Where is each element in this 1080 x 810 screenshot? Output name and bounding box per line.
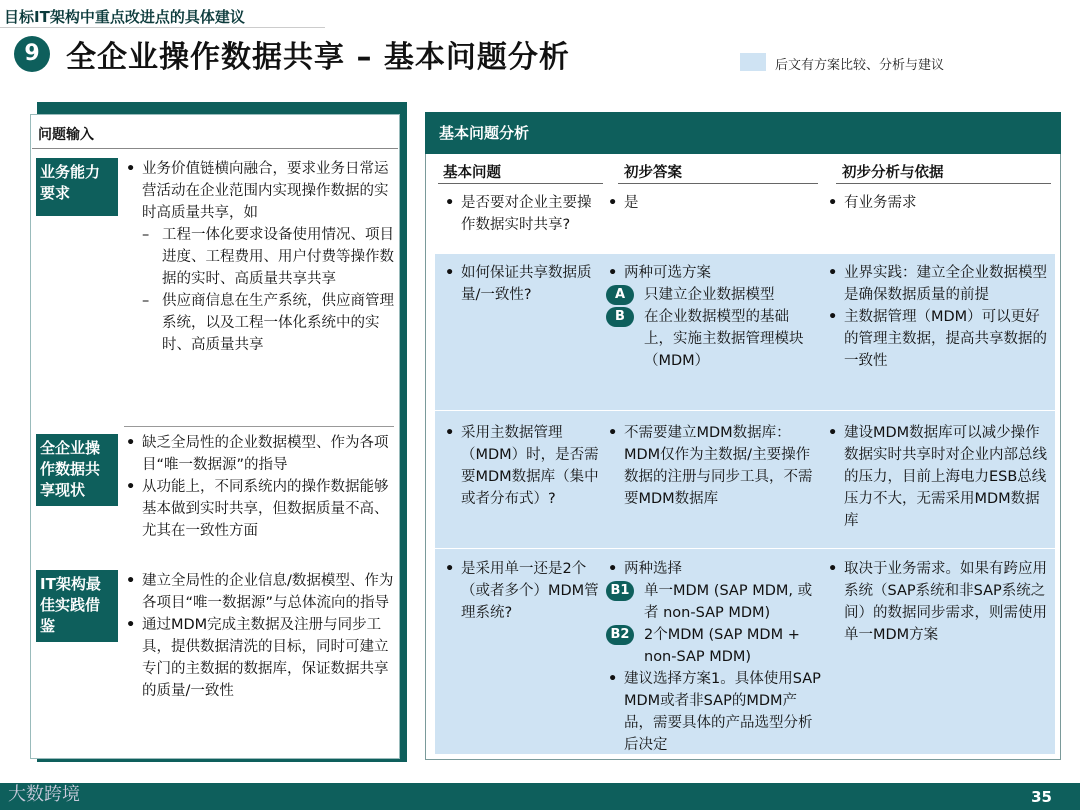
option-b2 — [606, 624, 821, 668]
answer-text: • 两种可选方案 — [606, 262, 816, 284]
footer-bar — [0, 783, 1080, 810]
table-row-4-answer — [606, 558, 821, 756]
option-b — [606, 306, 816, 372]
left-panel-header: 问题输入 — [38, 127, 94, 143]
table-row-3-analysis — [826, 422, 1051, 532]
option-a — [606, 284, 816, 306]
analysis-text: • 建设MDM数据库可以减少操作数据实时共享时对企业内部总线的压力，目前上海电力ESB总线压力不大，无需采用MDM数据库 — [826, 422, 1051, 532]
section-number-badge: 9 — [14, 36, 50, 72]
divider — [618, 183, 818, 184]
page-number: 35 — [1031, 788, 1052, 806]
question-text: • 是采用单一还是2个（或者多个）MDM管理系统? — [443, 558, 603, 624]
table-row-2-analysis — [826, 262, 1051, 372]
question-text: • 如何保证共享数据质量/一致性? — [443, 262, 603, 306]
divider — [438, 183, 603, 184]
table-row-4-question — [443, 558, 603, 624]
row-divider — [435, 410, 1055, 411]
list-subitem: – 供应商信息在生产系统，供应商管理系统，以及工程一体化系统中的实时、高质量共享 — [124, 290, 394, 356]
divider — [124, 426, 394, 427]
table-row-1-question — [443, 192, 603, 236]
category-business-capability: 业务能力要求 — [36, 158, 118, 216]
option-text: 单一MDM (SAP MDM, 或者 non-SAP MDM) — [644, 583, 813, 621]
answer-text: • 不需要建立MDM数据库：MDM仅作为主数据/主要操作数据的注册与同步工具，不需要MDM数据库 — [606, 422, 816, 510]
table-row-4-analysis — [826, 558, 1051, 646]
best-practice-content — [124, 570, 394, 702]
list-subitem: – 工程一体化要求设备使用情况、项目进度、工程费用、用户付费等操作数据的实时、高质量共享共享 — [124, 224, 394, 290]
business-capability-content — [124, 158, 394, 356]
analysis-text: • 主数据管理（MDM）可以更好的管理主数据，提高共享数据的一致性 — [826, 306, 1051, 372]
option-badge: B — [606, 307, 634, 327]
table-row-3-question — [443, 422, 603, 510]
column-header-question: 基本问题 — [443, 165, 501, 181]
option-badge: A — [606, 285, 634, 305]
answer-text: • 建议选择方案1。具体使用SAP MDM或者非SAP的MDM产品，需要具体的产品选型分析后决定 — [606, 668, 821, 756]
legend-swatch — [740, 53, 766, 71]
right-panel-header: 基本问题分析 — [425, 112, 1061, 154]
table-row-1-analysis — [826, 192, 1051, 214]
list-item: • 通过MDM完成主数据及注册与同步工具，提供数据清洗的目标，同时可建立专门的主数据的数据库，保证数据共享的质量/一致性 — [124, 614, 394, 702]
option-b1 — [606, 580, 821, 624]
answer-text: • 两种选择 — [606, 558, 821, 580]
list-item: • 缺乏全局性的企业数据模型、作为各项目“唯一数据源”的指导 — [124, 432, 394, 476]
analysis-text: • 业界实践：建立全企业数据模型是确保数据质量的前提 — [826, 262, 1051, 306]
watermark: 大数跨境 — [8, 784, 80, 805]
option-text: 只建立企业数据模型 — [644, 287, 775, 303]
list-item: • 建立全局性的企业信息/数据模型、作为各项目“唯一数据源”与总体流向的指导 — [124, 570, 394, 614]
option-badge: B1 — [606, 581, 634, 601]
option-badge: B2 — [606, 625, 634, 645]
divider — [836, 183, 1051, 184]
category-current-state: 全企业操作数据共享现状 — [36, 434, 118, 506]
question-text: • 是否要对企业主要操作数据实时共享? — [443, 192, 603, 236]
divider — [32, 148, 398, 149]
table-row-2-answer — [606, 262, 816, 372]
row-divider — [435, 548, 1055, 549]
column-header-analysis: 初步分析与依据 — [842, 165, 944, 181]
analysis-text: • 有业务需求 — [826, 192, 1051, 214]
question-text: • 采用主数据管理（MDM）时，是否需要MDM数据库（集中或者分布式）? — [443, 422, 603, 510]
current-state-content — [124, 432, 394, 542]
category-best-practice: IT架构最佳实践借鉴 — [36, 570, 118, 642]
option-text: 2个MDM (SAP MDM + non-SAP MDM) — [644, 627, 800, 665]
table-row-2-question — [443, 262, 603, 306]
legend-label: 后文有方案比较、分析与建议 — [775, 58, 945, 73]
table-row-3-answer — [606, 422, 816, 510]
page-title: 全企业操作数据共享 – 基本问题分析 — [66, 40, 570, 75]
table-row-1-answer — [606, 192, 816, 214]
option-text: 在企业数据模型的基础上，实施主数据管理模块（MDM） — [644, 309, 804, 369]
column-header-answer: 初步答案 — [624, 165, 682, 181]
answer-text: • 是 — [606, 192, 816, 214]
analysis-text: • 取决于业务需求。如果有跨应用系统（SAP系统和非SAP系统之间）的数据同步需求，则需使用单一MDM方案 — [826, 558, 1051, 646]
list-item: • 从功能上，不同系统内的操作数据能够基本做到实时共享，但数据质量不高、尤其在一致性方面 — [124, 476, 394, 542]
list-item: • 业务价值链横向融合，要求业务日常运营活动在企业范围内实现操作数据的实时高质量共享，如 — [124, 158, 394, 224]
section-breadcrumb: 目标IT架构中重点改进点的具体建议 — [0, 6, 325, 28]
